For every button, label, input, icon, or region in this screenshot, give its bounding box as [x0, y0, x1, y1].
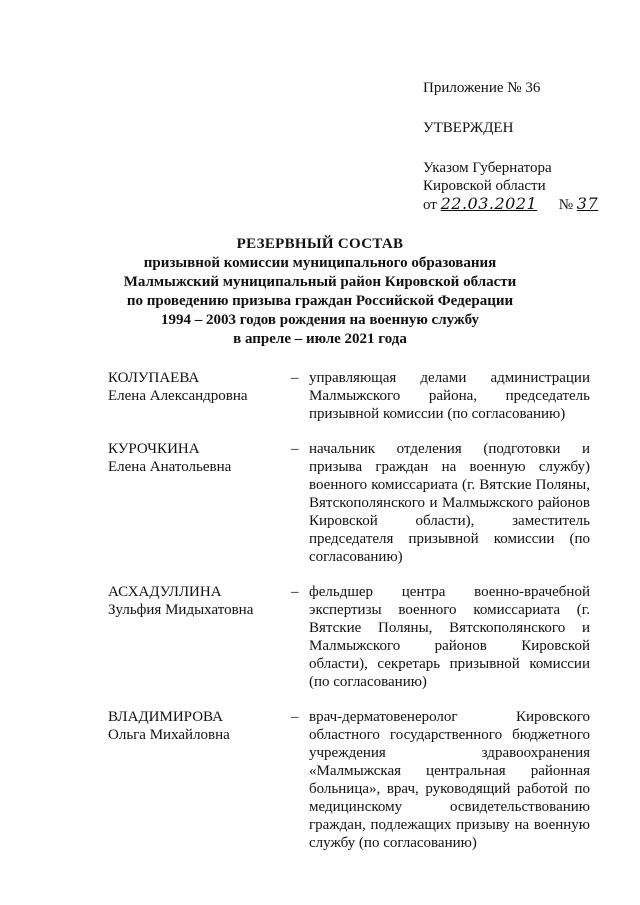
title-line-5: в апреле – июле 2021 года — [233, 331, 407, 347]
member-role: начальник отделения (подготовки и призыва граждан на военную службу) военного комиссариата (г. Вятские Поляны, Вятскополянского и Малмыжского районов Кировской области), заместитель председателя призывной комиссии (по согласованию) — [309, 441, 590, 565]
member-given-names: Ольга Михайловна — [108, 727, 230, 743]
member-surname: КОЛУПАЕВА — [108, 370, 200, 386]
member-dash: – — [291, 441, 299, 457]
member-surname: ВЛАДИМИРОВА — [108, 709, 223, 725]
number-label: № — [558, 197, 574, 213]
member-role: фельдшер центра военно-врачебной экспертизы военного комиссариата (г. Вятские Поляны, Вятскополянского и Малмыжского районов Кировской области), секретарь призывной комиссии (по согласованию) — [309, 584, 590, 690]
appendix-number: Приложение № 36 — [423, 80, 541, 96]
member-role: врач-дерматовенеролог Кировского областного государственного бюджетного учреждения здравоохранения «Малмыжская центральная районная больница», врач, руководящий работой по медицинскому освидетельствованию граждан, подлежащих призыву на военную службу (по согласованию) — [309, 709, 590, 851]
member-dash: – — [291, 370, 299, 386]
from-label: от — [423, 197, 437, 213]
member-name — [108, 708, 288, 744]
member-name — [108, 369, 288, 405]
title-main: РЕЗЕРВНЫЙ СОСТАВ — [236, 236, 404, 252]
member-name — [108, 440, 288, 476]
title-line-3: по проведению призыва граждан Российской Федерации — [126, 293, 514, 309]
member-role: управляющая делами администрации Малмыжского района, председатель призывной комиссии (по согласованию) — [309, 370, 590, 422]
members-list — [108, 369, 590, 869]
title-line-1: призывной комиссии муниципального образования — [143, 255, 497, 271]
title-line-4: 1994 – 2003 годов рождения на военную службу — [160, 312, 480, 328]
decree-line-2: Кировской области — [423, 178, 546, 194]
handwritten-date: 22.03.2021 — [440, 194, 538, 213]
member-given-names: Елена Александровна — [108, 388, 248, 404]
member-entry — [108, 583, 590, 691]
member-surname: АСХАДУЛЛИНА — [108, 584, 222, 600]
document-title — [0, 235, 640, 349]
member-dash: – — [291, 584, 299, 600]
member-given-names: Зульфия Мидыхатовна — [108, 602, 254, 618]
member-entry — [108, 369, 590, 423]
title-line-2: Малмыжский муниципальный район Кировской области — [123, 274, 517, 290]
approved-label: УТВЕРЖДЕН — [423, 120, 514, 136]
decree-date-line — [423, 195, 598, 214]
member-dash: – — [291, 709, 299, 725]
member-entry — [108, 440, 590, 566]
handwritten-number: 37 — [576, 194, 599, 213]
decree-line-1: Указом Губернатора — [423, 160, 552, 176]
member-entry — [108, 708, 590, 852]
member-given-names: Елена Анатольевна — [108, 459, 232, 475]
member-surname: КУРОЧКИНА — [108, 441, 200, 457]
member-name — [108, 583, 288, 619]
approval-block — [423, 79, 598, 214]
